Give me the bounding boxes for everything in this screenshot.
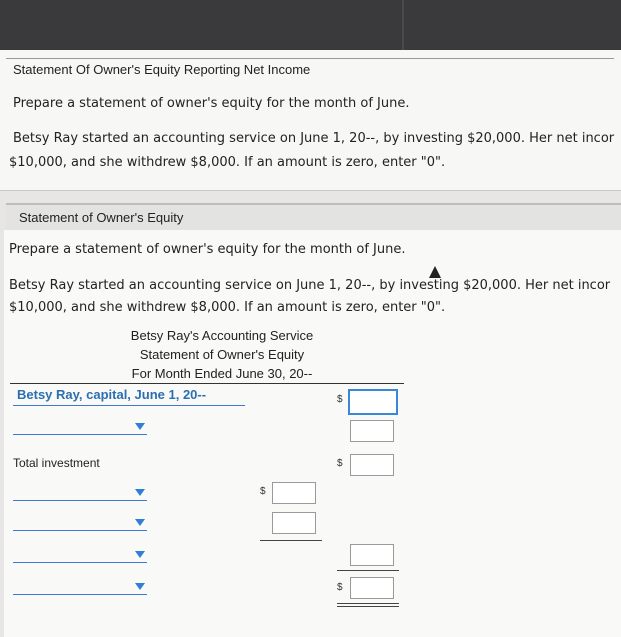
double-underline-top [337,603,399,604]
beginning-capital-input[interactable] [348,389,398,415]
problem-header: Statement Of Owner's Equity Reporting Net Income [13,62,311,77]
toolbar-divider [402,0,404,50]
section-title: Statement of Owner's Equity [19,210,184,225]
beginning-capital-underline [13,405,245,406]
total-investment-label: Total investment [13,456,100,470]
statement-problem-line2: $10,000, and she withdrew $8,000. If an amount is zero, enter "0". [9,300,446,315]
line-item-dropdown-4[interactable] [13,548,147,563]
chevron-down-icon [135,519,145,526]
amount-underline [337,570,399,571]
problem-text-line2: $10,000, and she withdrew $8,000. If an amount is zero, enter "0". [9,155,446,170]
statement-period: For Month Ended June 30, 20-- [131,366,313,381]
dollar-sign: $ [337,394,343,405]
statement-instruction: Prepare a statement of owner's equity for the month of June. [9,242,406,257]
mouse-cursor-icon [429,266,441,278]
line-item-dropdown-1[interactable] [13,420,147,435]
problem-panel-preview [0,50,621,191]
statement-problem-line1: Betsy Ray started an accounting service on June 1, 20--, by investing $20,000. Her net incor [9,278,611,293]
problem-text-line1: Betsy Ray started an accounting service on June 1, 20--, by investing $20,000. Her net incor [13,131,615,146]
chevron-down-icon [135,423,145,430]
line-item-dropdown-5[interactable] [13,580,147,595]
inner-amount-input-2[interactable] [272,512,316,534]
top-toolbar [0,0,621,50]
chevron-down-icon [135,489,145,496]
company-name: Betsy Ray's Accounting Service [130,328,314,343]
chevron-down-icon [135,551,145,558]
problem-instruction: Prepare a statement of owner's equity for the month of June. [13,96,410,111]
total-investment-input[interactable] [350,454,394,476]
dollar-sign: $ [337,458,343,469]
inner-amount-input-1[interactable] [272,482,316,504]
statement-title: Statement of Owner's Equity [139,347,305,362]
dollar-sign: $ [337,582,343,593]
beginning-capital-label: Betsy Ray, capital, June 1, 20-- [17,387,207,402]
double-underline-bottom [337,606,399,607]
dollar-sign: $ [260,486,266,497]
line-item-dropdown-3[interactable] [13,516,147,531]
section-header [6,203,621,232]
line-item-dropdown-2[interactable] [13,486,147,501]
ending-capital-input[interactable] [350,577,394,599]
statement-panel [4,230,621,637]
chevron-down-icon [135,583,145,590]
amount-input-2[interactable] [350,544,394,566]
header-rule [10,383,404,384]
subtotal-underline [260,540,322,541]
amount-input-1[interactable] [350,420,394,442]
